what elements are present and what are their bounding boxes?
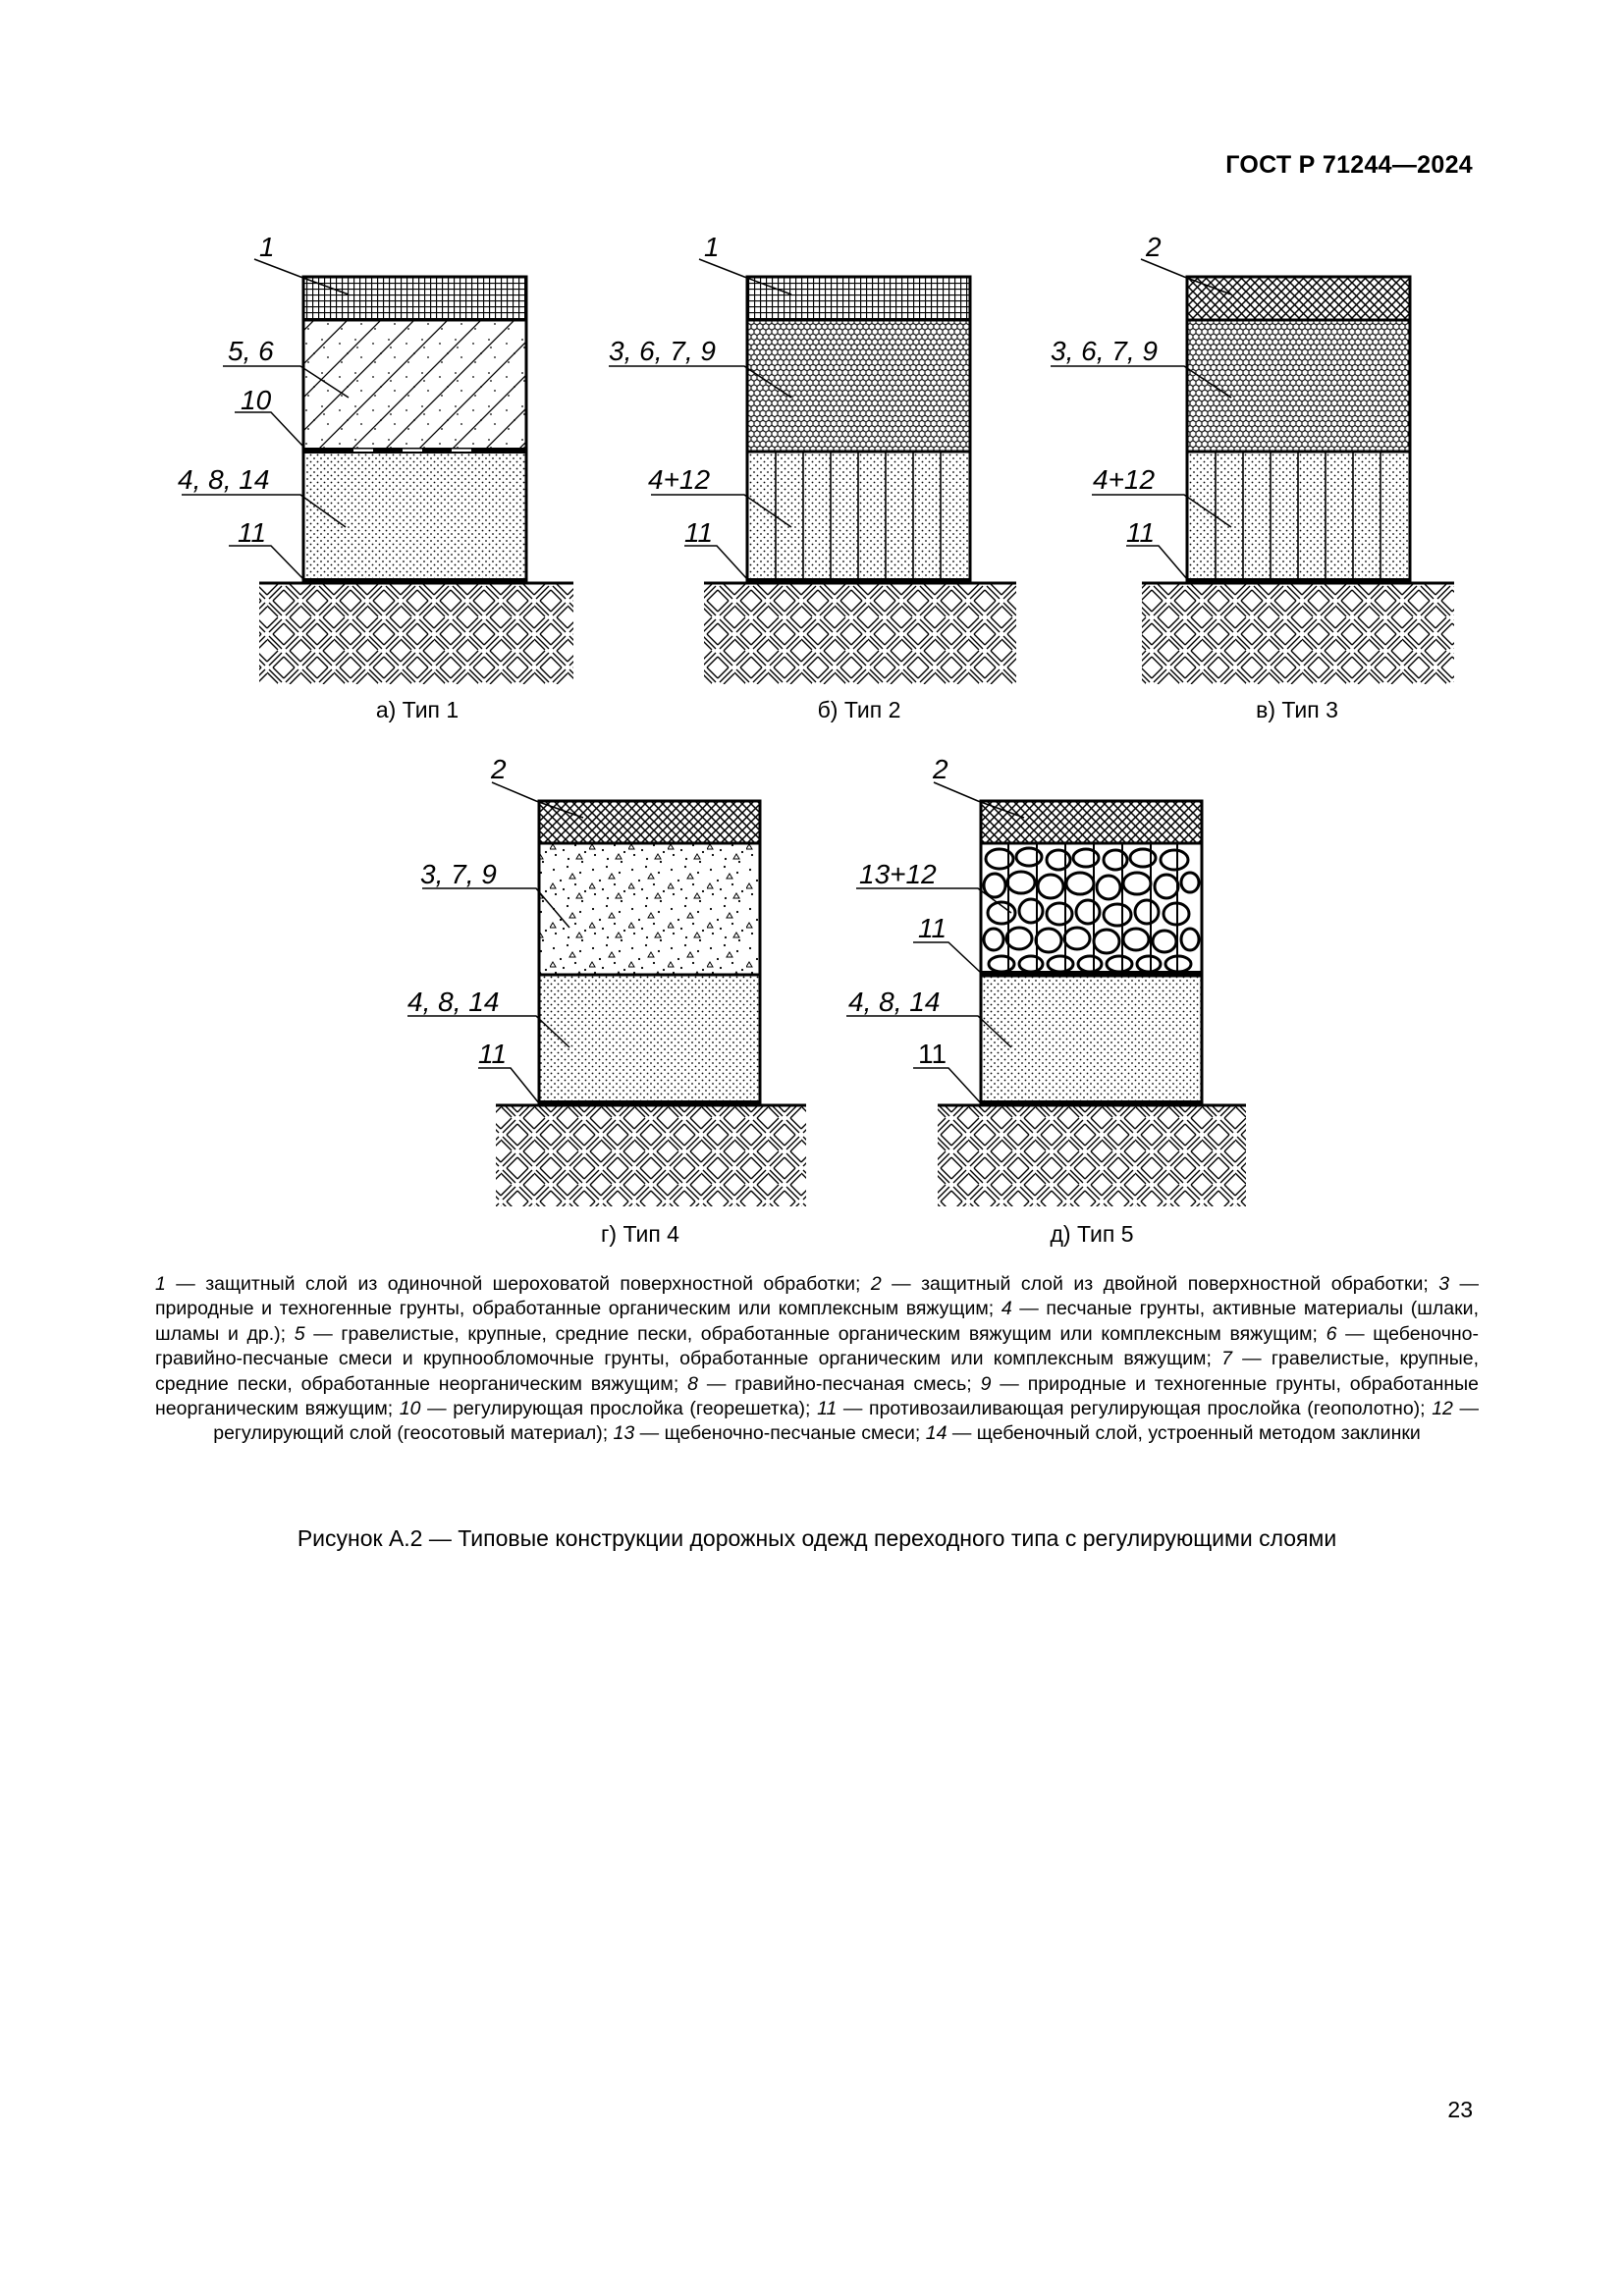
legend-entry <box>295 1323 1326 1345</box>
diagram-caption: а) Тип 1 <box>375 697 460 722</box>
diagram-type-5 <box>846 754 1246 1247</box>
callout-label: 11 <box>918 913 947 943</box>
figure-legend <box>155 1272 1479 1447</box>
soil-subgrade <box>938 1106 1246 1206</box>
soil-subgrade <box>1142 584 1454 684</box>
callout-label: 1 <box>259 232 275 262</box>
callout-label: 4, 8, 14 <box>848 987 941 1017</box>
legend-entry <box>400 1398 817 1419</box>
legend-text: — гравийно-песчаная смесь; <box>698 1372 981 1395</box>
legend-number: 7 <box>1221 1348 1232 1370</box>
soil-subgrade <box>704 584 1016 684</box>
legend-text: — регулирующая прослойка (георешетка); <box>420 1398 818 1420</box>
callout-label: 3, 6, 7, 9 <box>1051 336 1158 366</box>
legend-number: 2 <box>870 1273 882 1295</box>
legend-text: — противозаиливающая регулирующая прослойка (геополотно); <box>837 1398 1433 1420</box>
legend-number: 10 <box>399 1398 421 1420</box>
diagram-caption: б) Тип 2 <box>817 697 901 722</box>
geotextile-interlayer <box>981 1100 1202 1105</box>
legend-entry <box>155 1273 871 1295</box>
soil-subgrade <box>259 584 573 684</box>
figure-title: Рисунок А.2 — Типовые конструкции дорожных одежд переходного типа с регулирующими слоями <box>297 1525 1337 1551</box>
layer-protective <box>981 801 1202 843</box>
layer-treated-soil <box>747 320 970 452</box>
legend-text: — природные и техногенные грунты, обработанные неорганическим вяжущим; <box>155 1372 1479 1420</box>
callout-label: 4+12 <box>1093 464 1156 495</box>
legend-text: — щебеночно-песчаные смеси; <box>634 1422 926 1445</box>
legend-text: — защитный слой из одиночной шероховатой поверхностной обработки; <box>165 1273 871 1295</box>
layer-treated-sand <box>303 320 526 450</box>
callout-label: 4+12 <box>648 464 711 495</box>
legend-number: 12 <box>1432 1398 1453 1420</box>
layer-protective <box>539 801 760 843</box>
legend-entry <box>817 1398 1432 1419</box>
legend-number: 3 <box>1438 1273 1450 1295</box>
callout-label: 11 <box>238 517 267 548</box>
legend-number: 14 <box>925 1422 947 1445</box>
diagram-type-2 <box>609 232 1016 722</box>
legend-number: 13 <box>613 1422 635 1445</box>
geotextile-interlayer <box>747 578 970 583</box>
layer-sand-base <box>981 976 1202 1102</box>
layer-sand-base <box>539 975 760 1102</box>
callout-label: 1 <box>704 232 720 262</box>
callout-label: 4, 8, 14 <box>407 987 500 1017</box>
callout-label: 10 <box>241 385 272 415</box>
legend-text: — щебеночный слой, устроенный методом заклинки <box>947 1422 1421 1445</box>
diagram-type-4 <box>407 754 806 1247</box>
legend-number: 9 <box>980 1372 992 1395</box>
legend-entry <box>926 1422 1421 1444</box>
layer-sand-base <box>303 450 526 580</box>
geotextile-interlayer <box>1187 578 1410 583</box>
legend-text: — гравелистые, крупные, средние пески, обработанные неорганическим вяжущим; <box>155 1348 1479 1395</box>
legend-text: — гравелистые, крупные, средние пески, обработанные органическим вяжущим или комплексным вяжущим; <box>304 1322 1326 1345</box>
layer-treated-soil <box>539 843 760 975</box>
layer-treated-soil <box>1187 320 1410 452</box>
callout-label: 3, 6, 7, 9 <box>609 336 716 366</box>
geotextile-interlayer <box>539 1100 760 1105</box>
callout-label: 11 <box>684 517 714 548</box>
callout-label: 2 <box>491 754 507 784</box>
legend-text: — песчаные грунты, активные материалы (шлаки, шламы и др.); <box>155 1298 1479 1345</box>
layer-protective <box>1187 277 1410 320</box>
diagram-caption: в) Тип 3 <box>1256 697 1338 722</box>
page-number: 23 <box>1447 2097 1473 2122</box>
legend-number: 11 <box>817 1398 838 1420</box>
diagram-caption: д) Тип 5 <box>1050 1221 1134 1247</box>
callout-label: 11 <box>478 1039 508 1069</box>
diagram-type-3 <box>1051 232 1454 722</box>
legend-text: — природные и техногенные грунты, обработанные органическим или комплексным вяжущим; <box>155 1273 1479 1320</box>
callout-label: 2 <box>933 754 948 784</box>
document-header: ГОСТ Р 71244—2024 <box>1225 151 1473 179</box>
legend-number: 1 <box>155 1273 166 1295</box>
geotextile-interlayer <box>303 578 526 583</box>
legend-text: — щебеночно-гравийно-песчаные смеси и крупнообломочные грунты, обработанные органическим или комплексным вяжущим; <box>155 1322 1479 1370</box>
diagram-caption: г) Тип 4 <box>601 1221 679 1247</box>
legend-text: — защитный слой из двойной поверхностной обработки; <box>881 1273 1439 1295</box>
legend-number: 6 <box>1326 1322 1337 1345</box>
legend-entry <box>687 1373 980 1395</box>
legend-number: 4 <box>1001 1298 1012 1320</box>
legend-entry <box>614 1422 926 1444</box>
layer-protective <box>303 277 526 320</box>
soil-subgrade <box>496 1106 806 1206</box>
callout-label: 3, 7, 9 <box>420 859 497 889</box>
legend-text: — регулирующий слой (геосотовый материал); <box>213 1398 1479 1445</box>
legend-number: 5 <box>294 1322 305 1345</box>
callout-label: 5, 6 <box>228 336 274 366</box>
callout-label: 4, 8, 14 <box>178 464 270 495</box>
callout-label: 11 <box>1126 517 1156 548</box>
diagram-type-1 <box>178 232 573 722</box>
callout-label: 2 <box>1146 232 1162 262</box>
callout-label: 11 <box>918 1039 947 1069</box>
layer-protective <box>747 277 970 320</box>
legend-number: 8 <box>687 1372 698 1395</box>
callout-label: 13+12 <box>859 859 937 889</box>
legend-entry <box>871 1273 1438 1295</box>
